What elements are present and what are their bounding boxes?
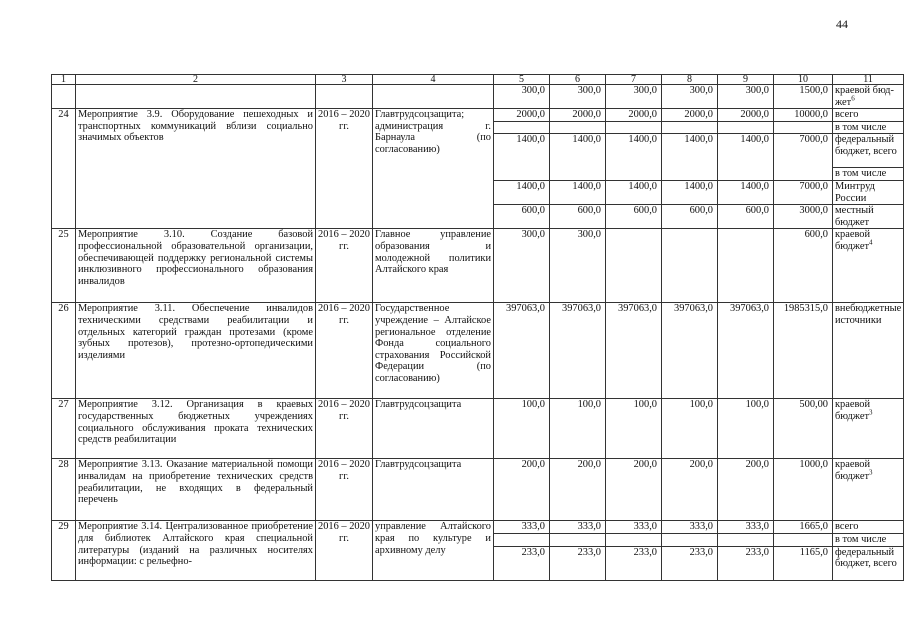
measure-name: Мероприятие 3.11. Обеспечение инвалидов техническими средствами реабилитации и отдельных категорий граждан протезами (кроме зубных протезов), протезно-ортопедическими изделиями bbox=[76, 303, 316, 399]
value-cell: 1400,0 bbox=[718, 134, 774, 168]
value-cell: 100,0 bbox=[718, 399, 774, 459]
value-cell: 3000,0 bbox=[774, 205, 833, 229]
executor-cell: управление Алтайского края по культуре и архивному делу bbox=[373, 521, 494, 580]
value-cell: 333,0 bbox=[494, 521, 550, 534]
value-cell: 200,0 bbox=[662, 459, 718, 521]
source-cell: федеральный бюджет, всего bbox=[833, 546, 904, 580]
period-cell: 2016 – 2020 гг. bbox=[316, 459, 373, 521]
row-number: 26 bbox=[52, 303, 76, 399]
header-cell: 2 bbox=[76, 75, 316, 85]
source-cell: внебюджетные источники bbox=[833, 303, 904, 399]
value-cell: 233,0 bbox=[494, 546, 550, 580]
value-cell: 300,0 bbox=[550, 85, 606, 109]
source-cell: краевой бюджет$^3$ bbox=[833, 399, 904, 459]
table-row bbox=[52, 303, 904, 399]
header-cell: 3 bbox=[316, 75, 373, 85]
value-cell: 233,0 bbox=[662, 546, 718, 580]
value-cell: 333,0 bbox=[718, 521, 774, 534]
value-cell: 300,0 bbox=[718, 85, 774, 109]
page-number: 44 bbox=[836, 17, 848, 31]
value-cell: 1985315,0 bbox=[774, 303, 833, 399]
value-cell bbox=[606, 229, 662, 303]
value-cell: 1400,0 bbox=[550, 134, 606, 168]
period-cell: 2016 – 2020 гг. bbox=[316, 229, 373, 303]
value-cell: 100,0 bbox=[662, 399, 718, 459]
value-cell: 1500,0 bbox=[774, 85, 833, 109]
value-cell: 600,0 bbox=[662, 205, 718, 229]
row-number: 29 bbox=[52, 521, 76, 580]
value-cell: 100,0 bbox=[494, 399, 550, 459]
measure-name: Мероприятие 3.13. Оказание материальной помощи инвалидам на приобретение технических средств реабилитации, не входящих в федеральный перечень bbox=[76, 459, 316, 521]
value-cell: 333,0 bbox=[606, 521, 662, 534]
source-cell: всего bbox=[833, 521, 904, 534]
value-cell: 600,0 bbox=[606, 205, 662, 229]
row-number: 24 bbox=[52, 109, 76, 229]
value-cell: 2000,0 bbox=[662, 109, 718, 122]
header-cell: 11 bbox=[833, 75, 904, 85]
executor-cell: Государственное учреждение – Алтайское региональное отделение Фонда социального страхования Российской Федерации (по согласованию) bbox=[373, 303, 494, 399]
period-cell: 2016 – 2020 гг. bbox=[316, 399, 373, 459]
value-cell: 1400,0 bbox=[662, 134, 718, 168]
value-cell: 397063,0 bbox=[718, 303, 774, 399]
executor-cell: Главтрудсоцзащита bbox=[373, 459, 494, 521]
value-cell: 1000,0 bbox=[774, 459, 833, 521]
value-cell: 397063,0 bbox=[494, 303, 550, 399]
header-cell: 7 bbox=[606, 75, 662, 85]
table-row bbox=[52, 229, 904, 303]
value-cell: 397063,0 bbox=[550, 303, 606, 399]
value-cell: 1665,0 bbox=[774, 521, 833, 534]
value-cell: 1400,0 bbox=[550, 180, 606, 204]
source-cell: федеральный бюджет, всего bbox=[833, 134, 904, 168]
table-row bbox=[52, 459, 904, 521]
value-cell: 200,0 bbox=[550, 459, 606, 521]
value-cell: 1165,0 bbox=[774, 546, 833, 580]
source-cell: в том числе bbox=[833, 168, 904, 181]
header-cell: 8 bbox=[662, 75, 718, 85]
value-cell: 7000,0 bbox=[774, 180, 833, 204]
value-cell: 300,0 bbox=[550, 229, 606, 303]
source-cell: всего bbox=[833, 109, 904, 122]
value-cell: 233,0 bbox=[550, 546, 606, 580]
value-cell: 500,00 bbox=[774, 399, 833, 459]
period-cell: 2016 – 2020 гг. bbox=[316, 521, 373, 580]
header-cell: 6 bbox=[550, 75, 606, 85]
value-cell: 1400,0 bbox=[718, 180, 774, 204]
value-cell: 1400,0 bbox=[494, 134, 550, 168]
header-cell: 4 bbox=[373, 75, 494, 85]
source-cell: в том числе bbox=[833, 121, 904, 134]
value-cell: 7000,0 bbox=[774, 134, 833, 168]
header-cell: 9 bbox=[718, 75, 774, 85]
source-cell: в том числе bbox=[833, 533, 904, 546]
value-cell: 100,0 bbox=[550, 399, 606, 459]
value-cell: 10000,0 bbox=[774, 109, 833, 122]
value-cell: 600,0 bbox=[774, 229, 833, 303]
value-cell: 397063,0 bbox=[662, 303, 718, 399]
table-row bbox=[52, 521, 904, 534]
value-cell: 333,0 bbox=[662, 521, 718, 534]
table-row bbox=[52, 109, 904, 122]
measure-name: Мероприятие 3.14. Централизованное приобретение для библиотек Алтайского края специальной литературы (изданий на различных носителях информации: с рельефно- bbox=[76, 521, 316, 580]
header-cell: 10 bbox=[774, 75, 833, 85]
value-cell: 1400,0 bbox=[494, 180, 550, 204]
value-cell: 233,0 bbox=[718, 546, 774, 580]
table-row bbox=[52, 399, 904, 459]
source-cell: краевой бюд-жет$^6$ bbox=[833, 85, 904, 109]
row-number: 28 bbox=[52, 459, 76, 521]
value-cell: 600,0 bbox=[550, 205, 606, 229]
value-cell: 100,0 bbox=[606, 399, 662, 459]
header-row bbox=[52, 75, 904, 85]
source-cell: местный бюджет bbox=[833, 205, 904, 229]
value-cell: 397063,0 bbox=[606, 303, 662, 399]
header-cell: 5 bbox=[494, 75, 550, 85]
value-cell: 300,0 bbox=[662, 85, 718, 109]
value-cell: 200,0 bbox=[494, 459, 550, 521]
value-cell bbox=[718, 229, 774, 303]
measure-name: Мероприятие 3.10. Создание базовой профессиональной образовательной организации, обеспечивающей поддержку региональной системы инклюзивного профессионального образования инвалидов bbox=[76, 229, 316, 303]
header-cell: 1 bbox=[52, 75, 76, 85]
measure-name: Мероприятие 3.9. Оборудование пешеходных и транспортных коммуникаций вблизи социально значимых объектов bbox=[76, 109, 316, 229]
value-cell: 1400,0 bbox=[606, 134, 662, 168]
value-cell: 333,0 bbox=[550, 521, 606, 534]
source-cell: краевой бюджет$^4$ bbox=[833, 229, 904, 303]
source-cell: Минтруд России bbox=[833, 180, 904, 204]
program-table bbox=[51, 74, 904, 581]
value-cell: 200,0 bbox=[718, 459, 774, 521]
row-number: 27 bbox=[52, 399, 76, 459]
value-cell: 1400,0 bbox=[662, 180, 718, 204]
value-cell: 300,0 bbox=[494, 229, 550, 303]
table-row bbox=[52, 85, 904, 109]
value-cell: 2000,0 bbox=[550, 109, 606, 122]
value-cell: 2000,0 bbox=[494, 109, 550, 122]
value-cell bbox=[662, 229, 718, 303]
executor-cell: Главтрудсоцзащита; администрация г. Барнаула (по согласованию) bbox=[373, 109, 494, 229]
value-cell: 300,0 bbox=[606, 85, 662, 109]
value-cell: 2000,0 bbox=[606, 109, 662, 122]
source-cell: краевой бюджет$^3$ bbox=[833, 459, 904, 521]
value-cell: 300,0 bbox=[494, 85, 550, 109]
period-cell: 2016 – 2020 гг. bbox=[316, 303, 373, 399]
value-cell: 600,0 bbox=[718, 205, 774, 229]
value-cell: 233,0 bbox=[606, 546, 662, 580]
executor-cell: Главтрудсоцзащита bbox=[373, 399, 494, 459]
value-cell: 200,0 bbox=[606, 459, 662, 521]
value-cell: 600,0 bbox=[494, 205, 550, 229]
executor-cell: Главное управление образования и молодежной политики Алтайского края bbox=[373, 229, 494, 303]
value-cell: 1400,0 bbox=[606, 180, 662, 204]
value-cell: 2000,0 bbox=[718, 109, 774, 122]
row-number: 25 bbox=[52, 229, 76, 303]
period-cell: 2016 – 2020 гг. bbox=[316, 109, 373, 229]
measure-name: Мероприятие 3.12. Организация в краевых государственных бюджетных учреждениях социального обслуживания проката технических средств реабилитации bbox=[76, 399, 316, 459]
